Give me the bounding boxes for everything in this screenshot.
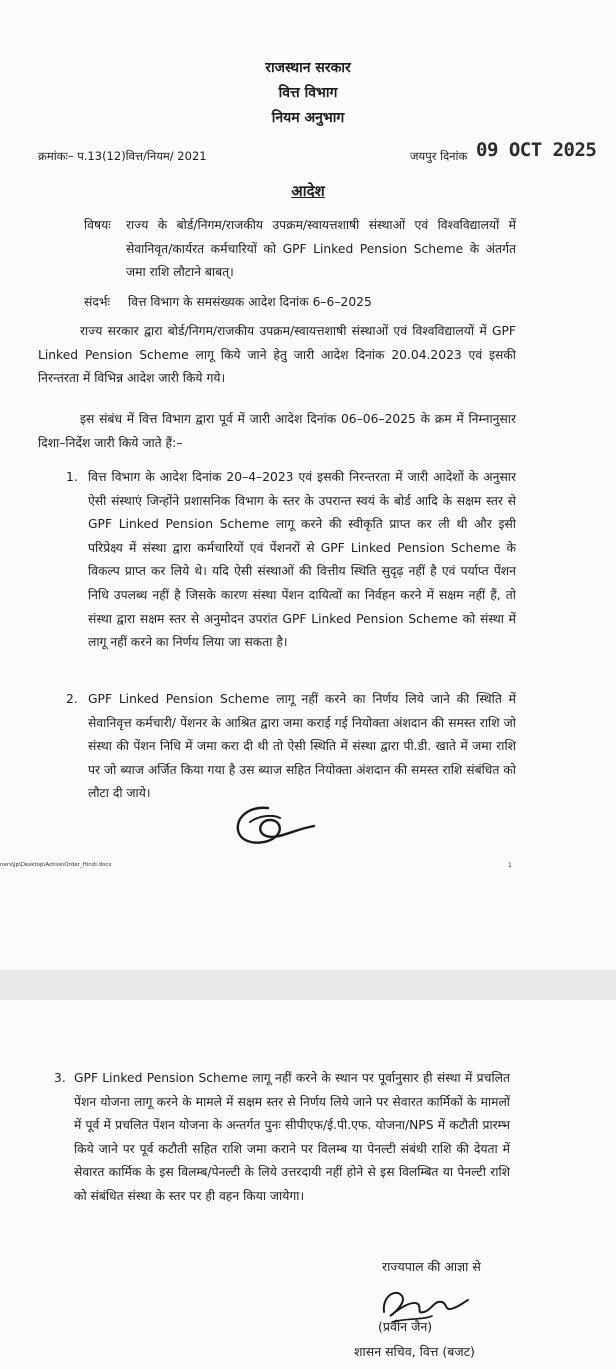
- authority-line: राज्यपाल की आज्ञा से: [382, 1259, 481, 1274]
- signatory-designation: शासन सचिव, वित्त (बजट): [354, 1344, 475, 1359]
- place-date-label: जयपुर दिनांक: [410, 149, 468, 163]
- point-2-text: GPF Linked Pension Scheme लागू नहीं करने का निर्णय लिये जाने की स्थिति में सेवानिवृत्त कर्मचारी/ पेंशनर के आश्रित द्वारा जमा कराई गई नियोक्ता अंशदान की समस्त राशि जो संस्था की पेंशन निधि में जमा करा दी थी तो ऐसी स्थिति में संस्था द्वारा पी.डी. खाते में जमा राशि पर जो ब्याज अर्जित किया गया है उस ब्याज सहित नियोक्ता अंशदान की समस्त राशि संबंधित को लौटा दी जाये।: [88, 692, 516, 801]
- date-stamp: 09 OCT 2025: [476, 139, 597, 161]
- order-title: आदेश: [291, 182, 325, 200]
- subject-text: राज्य के बोर्ड/निगम/राजकीय उपक्रम/स्वायत्तशाषी संस्थाओं एवं विश्वविद्यालयों में सेवानिवृत/कार्यरत कर्मचारियों को GPF Linked Pension Scheme के अंतर्गत जमा राशि लौटाने बाबत्।: [126, 218, 516, 279]
- point-3-text: GPF Linked Pension Scheme लागू नहीं करने के स्थान पर पूर्वानुसार ही संस्था में प्रचलित पेंशन योजना लागू करने के मामले में सक्षम स्तर से निर्णय लिये जाने पर सेवारत कार्मिकों के मामलों में पूर्व में प्रचलित पेंशन योजना के अन्तर्गत पुनः सीपीएफ/ई.पी.एफ. योजना/NPS में कटौती प्रारम्भ किये जाने पर पूर्व कटौती सहित राशि जमा कराने पर विलम्ब या पेनल्टी संबंधी राशि की देयता में सेवारत कार्मिक के इस विलम्ब/पेनल्टी के लिये उत्तरदायी नहीं होने से इस विलम्बित या पेनल्टी राशि को संबंधित संस्था के स्तर पर ही वहन किया जायेगा।: [74, 1071, 510, 1203]
- department-name: वित्त विभाग: [278, 85, 338, 101]
- order-number: क्रमांकः– प.13(12)वित्त/नियम/ 2021: [38, 149, 207, 163]
- reference-text: वित्त विभाग के समसंख्यक आदेश दिनांक 6–6–2025: [128, 295, 372, 309]
- subject-label: विषयः: [84, 218, 111, 232]
- point-2-number: 2.: [66, 692, 78, 706]
- initials-signature: [228, 800, 320, 852]
- reference-label: संदर्भः: [84, 295, 110, 309]
- point-3-number: 3.: [54, 1071, 66, 1085]
- point-1-text: वित्त विभाग के आदेश दिनांक 20–4–2023 एवं इसकी निरन्तरता में जारी आदेशों के अनुसार ऐसी संस्थाएं जिन्होंने प्रशासनिक विभाग के स्तर के उपरान्त स्वयं के बोर्ड आदि के सक्षम स्तर से GPF Linked Pension Scheme लागू करने की स्वीकृति प्राप्त कर ली थी और इसी परिप्रेक्ष्य में संस्था द्वारा कर्मचारियों एवं पेंशनरों से GPF Linked Pension Scheme के विकल्प प्राप्त कर लिये थे। यदि ऐसी संस्थाओं की वित्तीय स्थिति सुदृढ़ नहीं है एवं पर्याप्त पेंशन निधि उपलब्ध नहीं है जिसके कारण संस्था पेंशन दायित्वों का निर्वहन करने में सक्षम नहीं हैं, तो संस्था द्वारा सक्षम स्तर से अनुमोदन उपरांत GPF Linked Pension Scheme को संस्था में लागू नहीं करने का निर्णय लिया जा सकता है।: [88, 470, 516, 650]
- point-1-number: 1.: [66, 470, 78, 484]
- govt-name: राजस्थान सरकार: [265, 60, 351, 76]
- intro-paragraph-1: राज्य सरकार द्वारा बोर्ड/निगम/राजकीय उपक्रम/स्वायत्तशाषी संस्थाओं एवं विश्वविद्यालयों में GPF Linked Pension Scheme लागू किये जाने हेतु जारी आदेश दिनांक 20.04.2023 एवं इसकी निरन्तरता में विभिन्न आदेश जारी किये गये।: [38, 324, 516, 386]
- signatory-name: (प्रवीन जैन): [378, 1319, 433, 1334]
- page-number: 1: [508, 862, 512, 869]
- document-page-2: [0, 1000, 616, 1369]
- intro-paragraph-2: इस संबंध में वित्त विभाग द्वारा पूर्व में जारी आदेश दिनांक 06–06–2025 के क्रम में निम्नानुसार दिशा–निर्देश जारी किये जाते हैं:–: [38, 412, 516, 450]
- section-name: नियम अनुभाग: [271, 110, 345, 126]
- file-path: ners\Jp\Desktop\Active\Order_Hindi.docx: [0, 862, 112, 868]
